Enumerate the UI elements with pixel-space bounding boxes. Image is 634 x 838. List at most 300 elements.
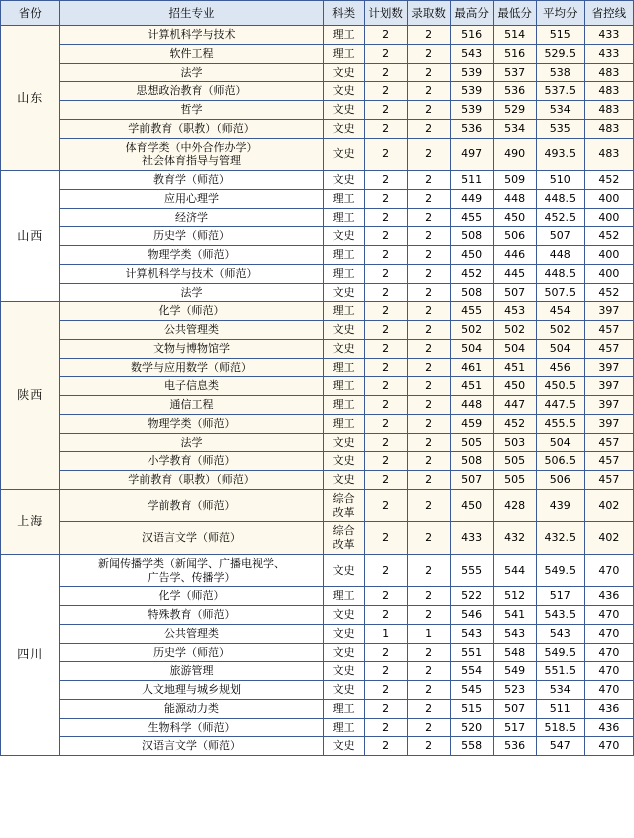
table-header <box>1 1 634 26</box>
plan-count-cell: 2 <box>364 227 407 246</box>
provincial-line-cell: 397 <box>584 302 633 321</box>
category-cell: 文史 <box>323 662 364 681</box>
category-cell: 理工 <box>323 208 364 227</box>
column-header-4: 录取数 <box>407 1 450 26</box>
category-cell: 文史 <box>323 63 364 82</box>
lowest-score-cell: 504 <box>493 339 536 358</box>
provincial-line-cell: 433 <box>584 44 633 63</box>
category-cell: 文史 <box>323 101 364 120</box>
average-score-cell: 455.5 <box>536 414 584 433</box>
plan-count-cell: 2 <box>364 737 407 756</box>
admitted-count-cell: 2 <box>407 138 450 171</box>
major-cell: 汉语言文学（师范） <box>60 737 323 756</box>
major-cell: 新闻传播学类（新闻学、广播电视学、 广告学、传播学） <box>60 554 323 587</box>
average-score-cell: 538 <box>536 63 584 82</box>
table-row <box>1 26 634 45</box>
province-cell: 山西 <box>1 171 60 302</box>
category-cell: 理工 <box>323 396 364 415</box>
highest-score-cell: 545 <box>450 681 493 700</box>
admitted-count-cell: 2 <box>407 358 450 377</box>
average-score-cell: 518.5 <box>536 718 584 737</box>
plan-count-cell: 2 <box>364 339 407 358</box>
major-cell: 计算机科学与技术（师范） <box>60 264 323 283</box>
average-score-cell: 504 <box>536 339 584 358</box>
highest-score-cell: 554 <box>450 662 493 681</box>
lowest-score-cell: 548 <box>493 643 536 662</box>
lowest-score-cell: 432 <box>493 522 536 555</box>
provincial-line-cell: 457 <box>584 339 633 358</box>
admitted-count-cell: 2 <box>407 26 450 45</box>
plan-count-cell: 2 <box>364 119 407 138</box>
column-header-3: 计划数 <box>364 1 407 26</box>
provincial-line-cell: 452 <box>584 227 633 246</box>
category-cell: 文史 <box>323 452 364 471</box>
lowest-score-cell: 450 <box>493 208 536 227</box>
major-cell: 公共管理类 <box>60 624 323 643</box>
table-row <box>1 44 634 63</box>
category-cell: 理工 <box>323 377 364 396</box>
average-score-cell: 517 <box>536 587 584 606</box>
admitted-count-cell: 2 <box>407 681 450 700</box>
column-header-5: 最高分 <box>450 1 493 26</box>
category-cell: 文史 <box>323 283 364 302</box>
plan-count-cell: 2 <box>364 82 407 101</box>
category-cell: 综合 改革 <box>323 489 364 522</box>
admitted-count-cell: 2 <box>407 377 450 396</box>
lowest-score-cell: 514 <box>493 26 536 45</box>
highest-score-cell: 459 <box>450 414 493 433</box>
provincial-line-cell: 433 <box>584 26 633 45</box>
highest-score-cell: 543 <box>450 44 493 63</box>
plan-count-cell: 2 <box>364 138 407 171</box>
plan-count-cell: 2 <box>364 44 407 63</box>
table-row <box>1 522 634 555</box>
provincial-line-cell: 400 <box>584 246 633 265</box>
major-cell: 体育学类（中外合作办学） 社会体育指导与管理 <box>60 138 323 171</box>
provincial-line-cell: 397 <box>584 396 633 415</box>
average-score-cell: 506.5 <box>536 452 584 471</box>
provincial-line-cell: 483 <box>584 138 633 171</box>
average-score-cell: 447.5 <box>536 396 584 415</box>
highest-score-cell: 449 <box>450 189 493 208</box>
plan-count-cell: 2 <box>364 189 407 208</box>
average-score-cell: 511 <box>536 699 584 718</box>
admitted-count-cell: 2 <box>407 662 450 681</box>
provincial-line-cell: 483 <box>584 101 633 120</box>
plan-count-cell: 2 <box>364 246 407 265</box>
average-score-cell: 439 <box>536 489 584 522</box>
table-row <box>1 414 634 433</box>
plan-count-cell: 2 <box>364 101 407 120</box>
major-cell: 旅游管理 <box>60 662 323 681</box>
highest-score-cell: 522 <box>450 587 493 606</box>
major-cell: 通信工程 <box>60 396 323 415</box>
major-cell: 应用心理学 <box>60 189 323 208</box>
provincial-line-cell: 470 <box>584 737 633 756</box>
major-cell: 汉语言文学（师范） <box>60 522 323 555</box>
lowest-score-cell: 452 <box>493 414 536 433</box>
table-row <box>1 119 634 138</box>
provincial-line-cell: 470 <box>584 606 633 625</box>
major-cell: 化学（师范） <box>60 302 323 321</box>
lowest-score-cell: 450 <box>493 377 536 396</box>
category-cell: 文史 <box>323 227 364 246</box>
major-cell: 计算机科学与技术 <box>60 26 323 45</box>
major-cell: 能源动力类 <box>60 699 323 718</box>
table-row <box>1 302 634 321</box>
average-score-cell: 515 <box>536 26 584 45</box>
table-row <box>1 624 634 643</box>
province-cell: 陕西 <box>1 302 60 490</box>
highest-score-cell: 461 <box>450 358 493 377</box>
table-row <box>1 138 634 171</box>
average-score-cell: 507.5 <box>536 283 584 302</box>
average-score-cell: 502 <box>536 321 584 340</box>
table-row <box>1 63 634 82</box>
category-cell: 理工 <box>323 699 364 718</box>
column-header-7: 平均分 <box>536 1 584 26</box>
lowest-score-cell: 453 <box>493 302 536 321</box>
admitted-count-cell: 2 <box>407 489 450 522</box>
table-row <box>1 321 634 340</box>
table-row <box>1 554 634 587</box>
plan-count-cell: 1 <box>364 624 407 643</box>
table-row <box>1 587 634 606</box>
major-cell: 物理学类（师范） <box>60 246 323 265</box>
highest-score-cell: 551 <box>450 643 493 662</box>
plan-count-cell: 2 <box>364 26 407 45</box>
average-score-cell: 507 <box>536 227 584 246</box>
average-score-cell: 510 <box>536 171 584 190</box>
lowest-score-cell: 445 <box>493 264 536 283</box>
table-row <box>1 433 634 452</box>
lowest-score-cell: 505 <box>493 452 536 471</box>
province-cell: 上海 <box>1 489 60 554</box>
admitted-count-cell: 2 <box>407 718 450 737</box>
major-cell: 法学 <box>60 63 323 82</box>
admitted-count-cell: 2 <box>407 643 450 662</box>
category-cell: 文史 <box>323 339 364 358</box>
category-cell: 文史 <box>323 82 364 101</box>
major-cell: 化学（师范） <box>60 587 323 606</box>
lowest-score-cell: 490 <box>493 138 536 171</box>
highest-score-cell: 504 <box>450 339 493 358</box>
plan-count-cell: 2 <box>364 414 407 433</box>
admitted-count-cell: 2 <box>407 321 450 340</box>
table-row <box>1 208 634 227</box>
admitted-count-cell: 2 <box>407 471 450 490</box>
plan-count-cell: 2 <box>364 63 407 82</box>
table-row <box>1 246 634 265</box>
table-row <box>1 643 634 662</box>
average-score-cell: 549.5 <box>536 643 584 662</box>
major-cell: 特殊教育（师范） <box>60 606 323 625</box>
average-score-cell: 432.5 <box>536 522 584 555</box>
average-score-cell: 456 <box>536 358 584 377</box>
average-score-cell: 534 <box>536 681 584 700</box>
major-cell: 学前教育（师范） <box>60 489 323 522</box>
column-header-8: 省控线 <box>584 1 633 26</box>
admitted-count-cell: 2 <box>407 433 450 452</box>
major-cell: 哲学 <box>60 101 323 120</box>
plan-count-cell: 2 <box>364 522 407 555</box>
lowest-score-cell: 505 <box>493 471 536 490</box>
average-score-cell: 537.5 <box>536 82 584 101</box>
category-cell: 理工 <box>323 44 364 63</box>
highest-score-cell: 448 <box>450 396 493 415</box>
admitted-count-cell: 2 <box>407 452 450 471</box>
highest-score-cell: 452 <box>450 264 493 283</box>
admitted-count-cell: 2 <box>407 119 450 138</box>
category-cell: 文史 <box>323 171 364 190</box>
lowest-score-cell: 517 <box>493 718 536 737</box>
provincial-line-cell: 402 <box>584 522 633 555</box>
provincial-line-cell: 397 <box>584 358 633 377</box>
plan-count-cell: 2 <box>364 489 407 522</box>
table-row <box>1 82 634 101</box>
major-cell: 法学 <box>60 283 323 302</box>
highest-score-cell: 508 <box>450 227 493 246</box>
category-cell: 文史 <box>323 471 364 490</box>
table-row <box>1 718 634 737</box>
highest-score-cell: 546 <box>450 606 493 625</box>
admitted-count-cell: 2 <box>407 208 450 227</box>
column-header-6: 最低分 <box>493 1 536 26</box>
category-cell: 理工 <box>323 189 364 208</box>
category-cell: 理工 <box>323 414 364 433</box>
plan-count-cell: 2 <box>364 208 407 227</box>
lowest-score-cell: 544 <box>493 554 536 587</box>
major-cell: 小学教育（师范） <box>60 452 323 471</box>
admitted-count-cell: 2 <box>407 227 450 246</box>
provincial-line-cell: 400 <box>584 189 633 208</box>
lowest-score-cell: 536 <box>493 737 536 756</box>
average-score-cell: 551.5 <box>536 662 584 681</box>
table-row <box>1 171 634 190</box>
major-cell: 经济学 <box>60 208 323 227</box>
plan-count-cell: 2 <box>364 264 407 283</box>
plan-count-cell: 2 <box>364 452 407 471</box>
table-row <box>1 489 634 522</box>
admitted-count-cell: 2 <box>407 414 450 433</box>
highest-score-cell: 511 <box>450 171 493 190</box>
plan-count-cell: 2 <box>364 358 407 377</box>
table-row <box>1 681 634 700</box>
lowest-score-cell: 509 <box>493 171 536 190</box>
plan-count-cell: 2 <box>364 681 407 700</box>
average-score-cell: 452.5 <box>536 208 584 227</box>
admitted-count-cell: 2 <box>407 587 450 606</box>
table-row <box>1 358 634 377</box>
highest-score-cell: 515 <box>450 699 493 718</box>
column-header-2: 科类 <box>323 1 364 26</box>
provincial-line-cell: 483 <box>584 119 633 138</box>
lowest-score-cell: 507 <box>493 283 536 302</box>
plan-count-cell: 2 <box>364 171 407 190</box>
plan-count-cell: 2 <box>364 321 407 340</box>
table-row <box>1 606 634 625</box>
major-cell: 历史学（师范） <box>60 227 323 246</box>
average-score-cell: 454 <box>536 302 584 321</box>
admitted-count-cell: 2 <box>407 189 450 208</box>
provincial-line-cell: 470 <box>584 643 633 662</box>
lowest-score-cell: 506 <box>493 227 536 246</box>
admitted-count-cell: 2 <box>407 699 450 718</box>
lowest-score-cell: 549 <box>493 662 536 681</box>
highest-score-cell: 516 <box>450 26 493 45</box>
average-score-cell: 529.5 <box>536 44 584 63</box>
province-cell: 四川 <box>1 554 60 755</box>
admitted-count-cell: 2 <box>407 606 450 625</box>
category-cell: 文史 <box>323 321 364 340</box>
category-cell: 理工 <box>323 587 364 606</box>
major-cell: 物理学类（师范） <box>60 414 323 433</box>
major-cell: 公共管理类 <box>60 321 323 340</box>
provincial-line-cell: 470 <box>584 681 633 700</box>
category-cell: 文史 <box>323 606 364 625</box>
major-cell: 学前教育（职教）（师范） <box>60 471 323 490</box>
highest-score-cell: 539 <box>450 101 493 120</box>
category-cell: 文史 <box>323 643 364 662</box>
admitted-count-cell: 2 <box>407 283 450 302</box>
column-header-0: 省份 <box>1 1 60 26</box>
plan-count-cell: 2 <box>364 554 407 587</box>
category-cell: 理工 <box>323 358 364 377</box>
provincial-line-cell: 470 <box>584 662 633 681</box>
highest-score-cell: 455 <box>450 208 493 227</box>
average-score-cell: 448.5 <box>536 189 584 208</box>
provincial-line-cell: 452 <box>584 171 633 190</box>
provincial-line-cell: 400 <box>584 264 633 283</box>
highest-score-cell: 507 <box>450 471 493 490</box>
lowest-score-cell: 446 <box>493 246 536 265</box>
admitted-count-cell: 2 <box>407 101 450 120</box>
column-header-1: 招生专业 <box>60 1 323 26</box>
category-cell: 文史 <box>323 433 364 452</box>
lowest-score-cell: 451 <box>493 358 536 377</box>
provincial-line-cell: 436 <box>584 587 633 606</box>
average-score-cell: 450.5 <box>536 377 584 396</box>
lowest-score-cell: 448 <box>493 189 536 208</box>
highest-score-cell: 508 <box>450 283 493 302</box>
lowest-score-cell: 507 <box>493 699 536 718</box>
category-cell: 文史 <box>323 119 364 138</box>
major-cell: 人文地理与城乡规划 <box>60 681 323 700</box>
highest-score-cell: 536 <box>450 119 493 138</box>
lowest-score-cell: 536 <box>493 82 536 101</box>
average-score-cell: 493.5 <box>536 138 584 171</box>
category-cell: 理工 <box>323 302 364 321</box>
major-cell: 思想政治教育（师范） <box>60 82 323 101</box>
highest-score-cell: 508 <box>450 452 493 471</box>
provincial-line-cell: 436 <box>584 718 633 737</box>
provincial-line-cell: 483 <box>584 82 633 101</box>
lowest-score-cell: 502 <box>493 321 536 340</box>
provincial-line-cell: 457 <box>584 433 633 452</box>
lowest-score-cell: 543 <box>493 624 536 643</box>
highest-score-cell: 451 <box>450 377 493 396</box>
category-cell: 文史 <box>323 737 364 756</box>
plan-count-cell: 2 <box>364 606 407 625</box>
category-cell: 理工 <box>323 718 364 737</box>
plan-count-cell: 2 <box>364 718 407 737</box>
provincial-line-cell: 457 <box>584 321 633 340</box>
highest-score-cell: 543 <box>450 624 493 643</box>
table-row <box>1 339 634 358</box>
major-cell: 历史学（师范） <box>60 643 323 662</box>
table-row <box>1 189 634 208</box>
lowest-score-cell: 512 <box>493 587 536 606</box>
provincial-line-cell: 457 <box>584 452 633 471</box>
highest-score-cell: 450 <box>450 246 493 265</box>
province-cell: 山东 <box>1 26 60 171</box>
highest-score-cell: 505 <box>450 433 493 452</box>
lowest-score-cell: 534 <box>493 119 536 138</box>
admitted-count-cell: 2 <box>407 264 450 283</box>
plan-count-cell: 2 <box>364 587 407 606</box>
table-row <box>1 101 634 120</box>
highest-score-cell: 433 <box>450 522 493 555</box>
plan-count-cell: 2 <box>364 302 407 321</box>
category-cell: 理工 <box>323 246 364 265</box>
admitted-count-cell: 2 <box>407 82 450 101</box>
plan-count-cell: 2 <box>364 662 407 681</box>
admitted-count-cell: 2 <box>407 63 450 82</box>
average-score-cell: 543.5 <box>536 606 584 625</box>
category-cell: 文史 <box>323 554 364 587</box>
major-cell: 法学 <box>60 433 323 452</box>
provincial-line-cell: 397 <box>584 414 633 433</box>
major-cell: 电子信息类 <box>60 377 323 396</box>
highest-score-cell: 539 <box>450 63 493 82</box>
plan-count-cell: 2 <box>364 433 407 452</box>
lowest-score-cell: 503 <box>493 433 536 452</box>
lowest-score-cell: 537 <box>493 63 536 82</box>
table-row <box>1 377 634 396</box>
table-row <box>1 396 634 415</box>
plan-count-cell: 2 <box>364 377 407 396</box>
table-body <box>1 26 634 756</box>
average-score-cell: 506 <box>536 471 584 490</box>
highest-score-cell: 450 <box>450 489 493 522</box>
lowest-score-cell: 523 <box>493 681 536 700</box>
plan-count-cell: 2 <box>364 283 407 302</box>
plan-count-cell: 2 <box>364 396 407 415</box>
lowest-score-cell: 516 <box>493 44 536 63</box>
provincial-line-cell: 457 <box>584 471 633 490</box>
admitted-count-cell: 2 <box>407 522 450 555</box>
average-score-cell: 547 <box>536 737 584 756</box>
major-cell: 教育学（师范） <box>60 171 323 190</box>
category-cell: 文史 <box>323 624 364 643</box>
highest-score-cell: 502 <box>450 321 493 340</box>
major-cell: 软件工程 <box>60 44 323 63</box>
table-row <box>1 737 634 756</box>
admitted-count-cell: 2 <box>407 246 450 265</box>
admitted-count-cell: 1 <box>407 624 450 643</box>
provincial-line-cell: 402 <box>584 489 633 522</box>
category-cell: 理工 <box>323 26 364 45</box>
highest-score-cell: 455 <box>450 302 493 321</box>
average-score-cell: 448.5 <box>536 264 584 283</box>
lowest-score-cell: 541 <box>493 606 536 625</box>
table-row <box>1 283 634 302</box>
category-cell: 文史 <box>323 138 364 171</box>
major-cell: 文物与博物馆学 <box>60 339 323 358</box>
provincial-line-cell: 436 <box>584 699 633 718</box>
admitted-count-cell: 2 <box>407 171 450 190</box>
admitted-count-cell: 2 <box>407 396 450 415</box>
